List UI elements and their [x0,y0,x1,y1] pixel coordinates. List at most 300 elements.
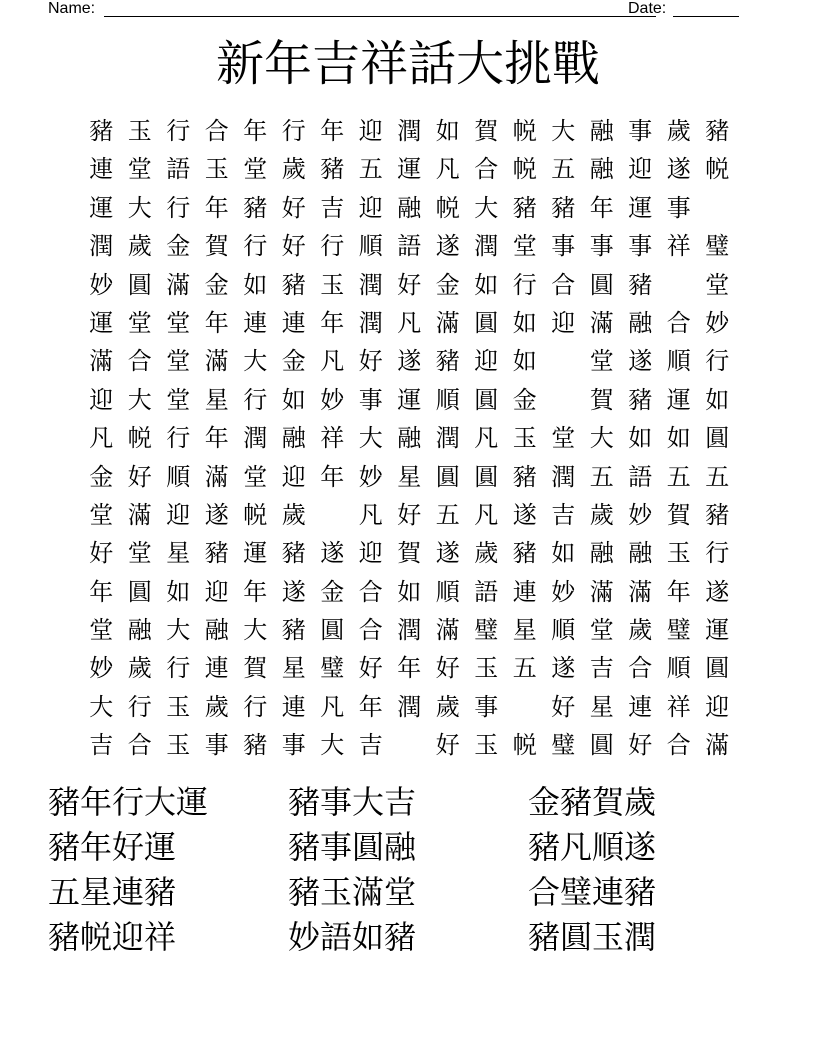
grid-cell[interactable]: 運 [666,385,691,414]
grid-cell[interactable]: 迎 [705,692,730,721]
grid-cell[interactable]: 好 [397,500,422,529]
grid-cell[interactable]: 妙 [551,577,576,606]
grid-cell[interactable]: 凡 [435,155,460,184]
grid-cell[interactable]: 迎 [474,347,499,376]
grid-cell[interactable]: 事 [628,232,653,261]
grid-cell[interactable]: 歲 [666,117,691,145]
grid-cell[interactable]: 融 [204,616,229,645]
grid-cell[interactable]: 妙 [320,385,345,414]
grid-cell[interactable]: 好 [281,232,306,261]
grid-cell[interactable]: 圓 [589,731,614,760]
grid-cell[interactable]: 行 [243,232,268,261]
grid-cell[interactable]: 事 [474,692,499,721]
grid-cell[interactable]: 祥 [666,692,691,721]
grid-cell[interactable]: 滿 [127,500,152,529]
grid-cell[interactable]: 迎 [281,462,306,491]
grid-cell[interactable]: 語 [166,155,191,184]
grid-cell[interactable]: 大 [474,193,499,222]
grid-cell[interactable]: 如 [474,270,499,299]
grid-row [82,611,737,649]
grid-cell[interactable]: 帨 [512,117,537,145]
grid-cell[interactable]: 順 [435,385,460,414]
grid-cell[interactable]: 如 [551,539,576,568]
grid-cell[interactable]: 堂 [589,616,614,645]
grid-cell[interactable]: 帨 [243,500,268,529]
grid-cell[interactable]: 歲 [281,500,306,529]
grid-cell[interactable]: 大 [127,385,152,414]
name-label: Name: [48,0,96,17]
grid-cell[interactable]: 吉 [89,731,114,760]
grid-cell[interactable]: 潤 [397,616,422,645]
grid-cell[interactable]: 堂 [127,539,152,568]
grid-cell[interactable]: 融 [589,117,614,145]
grid-cell[interactable]: 玉 [474,731,499,760]
grid-cell[interactable]: 行 [166,117,191,145]
grid-cell[interactable]: 融 [127,616,152,645]
grid-cell[interactable]: 豬 [320,155,345,184]
grid-cell[interactable]: 凡 [474,424,499,453]
grid-cell[interactable]: 圓 [705,424,730,453]
grid-cell[interactable]: 潤 [397,117,422,145]
grid-cell[interactable]: 豬 [243,193,268,222]
grid-cell[interactable]: 語 [397,232,422,261]
grid-cell[interactable]: 玉 [320,270,345,299]
grid-cell[interactable]: 運 [705,616,730,645]
grid-cell[interactable]: 大 [243,616,268,645]
grid-cell[interactable]: 玉 [204,155,229,184]
grid-cell[interactable]: 融 [397,424,422,453]
grid-cell[interactable]: 融 [397,193,422,222]
grid-cell[interactable]: 吉 [358,731,383,760]
grid-cell[interactable]: 行 [512,270,537,299]
grid-cell[interactable]: 堂 [166,347,191,376]
grid-cell[interactable]: 年 [320,117,345,145]
grid-cell[interactable]: 事 [281,731,306,760]
grid-cell[interactable]: 如 [628,424,653,453]
grid-cell[interactable]: 圓 [127,577,152,606]
grid-cell[interactable]: 堂 [127,155,152,184]
grid-cell[interactable]: 行 [127,692,152,721]
grid-cell[interactable]: 如 [397,577,422,606]
grid-cell[interactable]: 連 [281,308,306,337]
grid-cell[interactable]: 遂 [320,539,345,568]
grid-row [82,342,737,380]
grid-cell[interactable]: 堂 [551,424,576,453]
grid-cell[interactable]: 融 [628,308,653,337]
grid-cell[interactable]: 遂 [397,347,422,376]
grid-cell[interactable]: 星 [204,385,229,414]
grid-cell[interactable]: 金 [512,385,537,414]
grid-cell[interactable]: 潤 [358,308,383,337]
grid-cell[interactable]: 大 [89,692,114,721]
grid-cell[interactable]: 好 [281,193,306,222]
grid-cell[interactable]: 年 [243,117,268,145]
grid-cell[interactable]: 豬 [281,616,306,645]
grid-cell[interactable]: 金 [89,462,114,491]
grid-cell[interactable]: 歲 [204,692,229,721]
grid-cell[interactable] [313,496,352,534]
grid-cell[interactable]: 連 [628,692,653,721]
grid-cell[interactable]: 事 [589,232,614,261]
grid-cell[interactable]: 妙 [89,654,114,683]
grid-cell[interactable]: 祥 [666,232,691,261]
grid-cell[interactable]: 豬 [281,270,306,299]
grid-cell[interactable]: 運 [628,193,653,222]
grid-cell[interactable]: 玉 [474,654,499,683]
grid-cell[interactable]: 豬 [551,193,576,222]
grid-cell[interactable]: 滿 [204,347,229,376]
grid-cell[interactable]: 豬 [89,117,114,145]
grid-cell[interactable]: 歲 [127,232,152,261]
grid-cell[interactable]: 妙 [705,308,730,337]
grid-cell[interactable]: 玉 [166,692,191,721]
grid-cell[interactable]: 玉 [512,424,537,453]
grid-cell[interactable]: 堂 [512,232,537,261]
grid-cell[interactable]: 合 [127,731,152,760]
grid-cell[interactable]: 連 [243,308,268,337]
grid-row [82,266,737,304]
grid-cell[interactable]: 歲 [474,539,499,568]
grid-cell[interactable] [506,688,545,726]
grid-cell[interactable]: 圓 [127,270,152,299]
grid-cell[interactable]: 堂 [243,462,268,491]
grid-cell[interactable]: 行 [166,424,191,453]
grid-cell[interactable]: 堂 [166,308,191,337]
grid-cell[interactable]: 圓 [474,308,499,337]
grid-cell[interactable]: 如 [166,577,191,606]
grid-cell[interactable]: 圓 [705,654,730,683]
grid-cell[interactable]: 星 [512,616,537,645]
grid-cell[interactable]: 遂 [204,500,229,529]
grid-cell[interactable]: 滿 [204,462,229,491]
grid-cell[interactable]: 合 [474,155,499,184]
grid-cell[interactable]: 迎 [551,308,576,337]
grid-cell[interactable]: 大 [127,193,152,222]
grid-cell[interactable]: 豬 [435,347,460,376]
grid-cell[interactable]: 順 [666,347,691,376]
grid-cell[interactable]: 好 [435,654,460,683]
grid-cell[interactable]: 如 [512,347,537,376]
grid-cell[interactable]: 滿 [705,731,730,760]
grid-cell[interactable]: 合 [666,731,691,760]
grid-cell[interactable]: 合 [358,616,383,645]
grid-cell[interactable]: 五 [666,462,691,491]
grid-cell[interactable]: 賀 [589,385,614,414]
grid-cell[interactable]: 好 [127,462,152,491]
grid-cell[interactable]: 運 [89,193,114,222]
grid-cell[interactable]: 如 [281,385,306,414]
grid-cell[interactable]: 堂 [166,385,191,414]
grid-cell[interactable]: 大 [589,424,614,453]
grid-cell[interactable]: 遂 [435,539,460,568]
grid-cell[interactable]: 妙 [89,270,114,299]
grid-cell[interactable]: 豬 [512,539,537,568]
grid-cell[interactable]: 事 [628,117,653,145]
grid-cell[interactable]: 金 [204,270,229,299]
grid-cell[interactable]: 金 [320,577,345,606]
grid-cell[interactable]: 好 [551,692,576,721]
grid-cell[interactable] [660,266,699,304]
grid-cell[interactable]: 歲 [628,616,653,645]
grid-cell[interactable]: 好 [628,731,653,760]
grid-cell[interactable]: 迎 [166,500,191,529]
grid-cell[interactable]: 滿 [628,577,653,606]
grid-cell[interactable]: 凡 [320,692,345,721]
grid-cell[interactable]: 合 [127,347,152,376]
grid-cell[interactable]: 行 [320,232,345,261]
page-title: 新年吉祥話大挑戰 [215,36,600,92]
word-list-item: 金豬賀歲 [528,783,657,821]
grid-cell[interactable]: 堂 [589,347,614,376]
grid-cell[interactable]: 五 [512,654,537,683]
grid-cell[interactable]: 妙 [628,500,653,529]
grid-cell[interactable]: 融 [589,155,614,184]
grid-cell[interactable]: 順 [435,577,460,606]
grid-cell[interactable]: 連 [281,692,306,721]
grid-cell[interactable]: 五 [705,462,730,491]
grid-cell[interactable]: 遂 [435,232,460,261]
grid-cell[interactable]: 好 [358,654,383,683]
grid-cell[interactable]: 豬 [512,462,537,491]
grid-cell[interactable]: 如 [666,424,691,453]
grid-cell[interactable]: 好 [397,270,422,299]
grid-cell[interactable]: 連 [204,654,229,683]
grid-cell[interactable]: 賀 [397,539,422,568]
grid-cell[interactable]: 豬 [628,270,653,299]
grid-cell[interactable]: 合 [358,577,383,606]
grid-cell[interactable]: 璧 [474,616,499,645]
grid-cell[interactable]: 合 [666,308,691,337]
grid-cell[interactable]: 堂 [89,500,114,529]
grid-cell[interactable]: 大 [358,424,383,453]
grid-cell[interactable]: 金 [166,232,191,261]
grid-cell[interactable]: 年 [204,424,229,453]
grid-cell[interactable]: 順 [551,616,576,645]
grid-cell[interactable]: 如 [705,385,730,414]
grid-cell[interactable]: 大 [243,347,268,376]
grid-cell[interactable]: 圓 [435,462,460,491]
grid-cell[interactable]: 行 [281,117,306,145]
grid-cell[interactable]: 順 [666,654,691,683]
grid-cell[interactable]: 歲 [127,654,152,683]
grid-cell[interactable]: 帨 [127,424,152,453]
grid-cell[interactable]: 璧 [320,654,345,683]
grid-cell[interactable]: 璧 [666,616,691,645]
grid-cell[interactable]: 凡 [320,347,345,376]
grid-cell[interactable]: 帨 [705,155,730,184]
grid-cell[interactable]: 連 [512,577,537,606]
grid-cell[interactable]: 遂 [551,654,576,683]
grid-cell[interactable]: 潤 [89,232,114,261]
grid-cell[interactable]: 順 [166,462,191,491]
grid-cell[interactable]: 行 [243,692,268,721]
grid-cell[interactable]: 事 [666,193,691,222]
grid-cell[interactable]: 豬 [705,117,730,145]
grid-cell[interactable]: 滿 [89,347,114,376]
grid-cell[interactable]: 堂 [127,308,152,337]
grid-cell[interactable]: 金 [281,347,306,376]
name-blank-line [104,16,656,17]
grid-cell[interactable]: 堂 [243,155,268,184]
grid-cell[interactable]: 凡 [358,500,383,529]
grid-cell[interactable]: 豬 [281,539,306,568]
grid-cell[interactable]: 賀 [666,500,691,529]
grid-cell[interactable]: 吉 [320,193,345,222]
grid-cell[interactable]: 星 [281,654,306,683]
grid-cell[interactable]: 年 [243,577,268,606]
grid-cell[interactable]: 迎 [358,539,383,568]
grid-cell[interactable]: 年 [666,577,691,606]
grid-cell[interactable]: 好 [89,539,114,568]
grid-cell[interactable]: 凡 [89,424,114,453]
grid-cell[interactable]: 歲 [435,692,460,721]
grid-cell[interactable]: 年 [204,193,229,222]
grid-cell[interactable]: 年 [320,462,345,491]
grid-cell[interactable]: 潤 [243,424,268,453]
grid-cell[interactable]: 行 [166,654,191,683]
grid-cell[interactable]: 運 [397,155,422,184]
word-list-item: 豬圓玉潤 [528,918,657,956]
word-list-row [48,915,768,960]
grid-cell[interactable]: 五 [551,155,576,184]
grid-cell[interactable]: 年 [589,193,614,222]
grid-cell[interactable]: 迎 [358,193,383,222]
grid-cell[interactable]: 運 [243,539,268,568]
grid-cell[interactable]: 年 [89,577,114,606]
grid-cell[interactable]: 玉 [127,117,152,145]
grid-cell[interactable]: 語 [474,577,499,606]
grid-cell[interactable]: 如 [512,308,537,337]
grid-cell[interactable]: 賀 [243,654,268,683]
grid-cell[interactable]: 帨 [512,731,537,760]
grid-cell[interactable]: 好 [435,731,460,760]
grid-cell[interactable]: 歲 [589,500,614,529]
grid-cell[interactable]: 事 [204,731,229,760]
grid-cell[interactable]: 玉 [666,539,691,568]
grid-cell[interactable]: 五 [589,462,614,491]
grid-cell[interactable]: 遂 [705,577,730,606]
grid-cell[interactable]: 大 [320,731,345,760]
grid-cell[interactable] [544,342,583,380]
grid-cell[interactable]: 順 [358,232,383,261]
grid-cell[interactable]: 星 [397,462,422,491]
grid-cell[interactable]: 運 [89,308,114,337]
grid-cell[interactable]: 如 [243,270,268,299]
grid-cell[interactable]: 賀 [474,117,499,145]
grid-cell[interactable]: 潤 [435,424,460,453]
grid-cell[interactable]: 迎 [628,155,653,184]
grid-cell[interactable]: 星 [589,692,614,721]
grid-cell[interactable]: 合 [551,270,576,299]
grid-cell[interactable]: 滿 [435,308,460,337]
grid-cell[interactable]: 凡 [474,500,499,529]
grid-cell[interactable]: 潤 [474,232,499,261]
grid-cell[interactable]: 年 [358,692,383,721]
grid-cell[interactable]: 星 [166,539,191,568]
grid-cell[interactable]: 帨 [512,155,537,184]
grid-cell[interactable]: 凡 [397,308,422,337]
grid-cell[interactable]: 圓 [474,462,499,491]
grid-cell[interactable]: 滿 [166,270,191,299]
grid-cell[interactable]: 行 [243,385,268,414]
grid-cell[interactable]: 妙 [358,462,383,491]
grid-cell[interactable]: 遂 [281,577,306,606]
grid-cell[interactable]: 潤 [397,692,422,721]
word-list-item: 豬年行大運 [48,783,209,821]
grid-cell[interactable]: 祥 [320,424,345,453]
grid-cell[interactable]: 賀 [204,232,229,261]
grid-cell[interactable]: 歲 [281,155,306,184]
grid-cell[interactable]: 遂 [666,155,691,184]
grid-cell[interactable]: 大 [166,616,191,645]
grid-cell[interactable]: 合 [628,654,653,683]
grid-cell[interactable]: 遂 [512,500,537,529]
grid-cell[interactable]: 年 [320,308,345,337]
grid-cell[interactable]: 融 [589,539,614,568]
grid-cell[interactable]: 圓 [320,616,345,645]
worksheet-header [48,0,740,20]
grid-cell[interactable]: 豬 [204,539,229,568]
grid-cell[interactable]: 堂 [705,270,730,299]
grid-cell[interactable]: 迎 [358,117,383,145]
grid-cell[interactable]: 行 [705,347,730,376]
grid-cell[interactable]: 融 [281,424,306,453]
grid-cell[interactable]: 堂 [89,616,114,645]
grid-cell[interactable]: 事 [358,385,383,414]
grid-cell[interactable]: 豬 [512,193,537,222]
grid-cell[interactable]: 運 [397,385,422,414]
grid-cell[interactable]: 吉 [551,500,576,529]
grid-cell[interactable]: 合 [204,117,229,145]
grid-cell[interactable]: 事 [551,232,576,261]
grid-cell[interactable]: 滿 [435,616,460,645]
grid-cell[interactable]: 遂 [628,347,653,376]
grid-cell[interactable]: 璧 [705,232,730,261]
grid-cell[interactable]: 好 [358,347,383,376]
grid-cell[interactable]: 語 [628,462,653,491]
grid-cell[interactable]: 迎 [89,385,114,414]
grid-cell[interactable]: 行 [705,539,730,568]
grid-cell[interactable]: 豬 [628,385,653,414]
grid-cell[interactable]: 豬 [705,500,730,529]
grid-cell[interactable]: 帨 [435,193,460,222]
grid-cell[interactable]: 豬 [243,731,268,760]
grid-cell[interactable]: 圓 [589,270,614,299]
grid-cell[interactable]: 五 [435,500,460,529]
grid-cell[interactable]: 金 [435,270,460,299]
grid-cell[interactable]: 如 [435,117,460,145]
grid-cell[interactable] [544,381,583,419]
grid-cell[interactable]: 玉 [166,731,191,760]
grid-cell[interactable]: 融 [628,539,653,568]
grid-cell[interactable]: 潤 [551,462,576,491]
grid-cell[interactable]: 圓 [474,385,499,414]
grid-cell[interactable]: 滿 [589,577,614,606]
grid-cell[interactable]: 五 [358,155,383,184]
grid-cell[interactable]: 迎 [204,577,229,606]
grid-cell[interactable]: 滿 [589,308,614,337]
grid-cell[interactable]: 行 [166,193,191,222]
grid-cell[interactable]: 年 [204,308,229,337]
grid-cell[interactable]: 年 [397,654,422,683]
grid-cell[interactable]: 吉 [589,654,614,683]
grid-cell[interactable]: 大 [551,117,576,145]
grid-cell[interactable]: 潤 [358,270,383,299]
grid-cell[interactable] [390,726,429,764]
grid-cell[interactable] [698,189,737,227]
grid-cell[interactable]: 璧 [551,731,576,760]
grid-cell[interactable]: 連 [89,155,114,184]
